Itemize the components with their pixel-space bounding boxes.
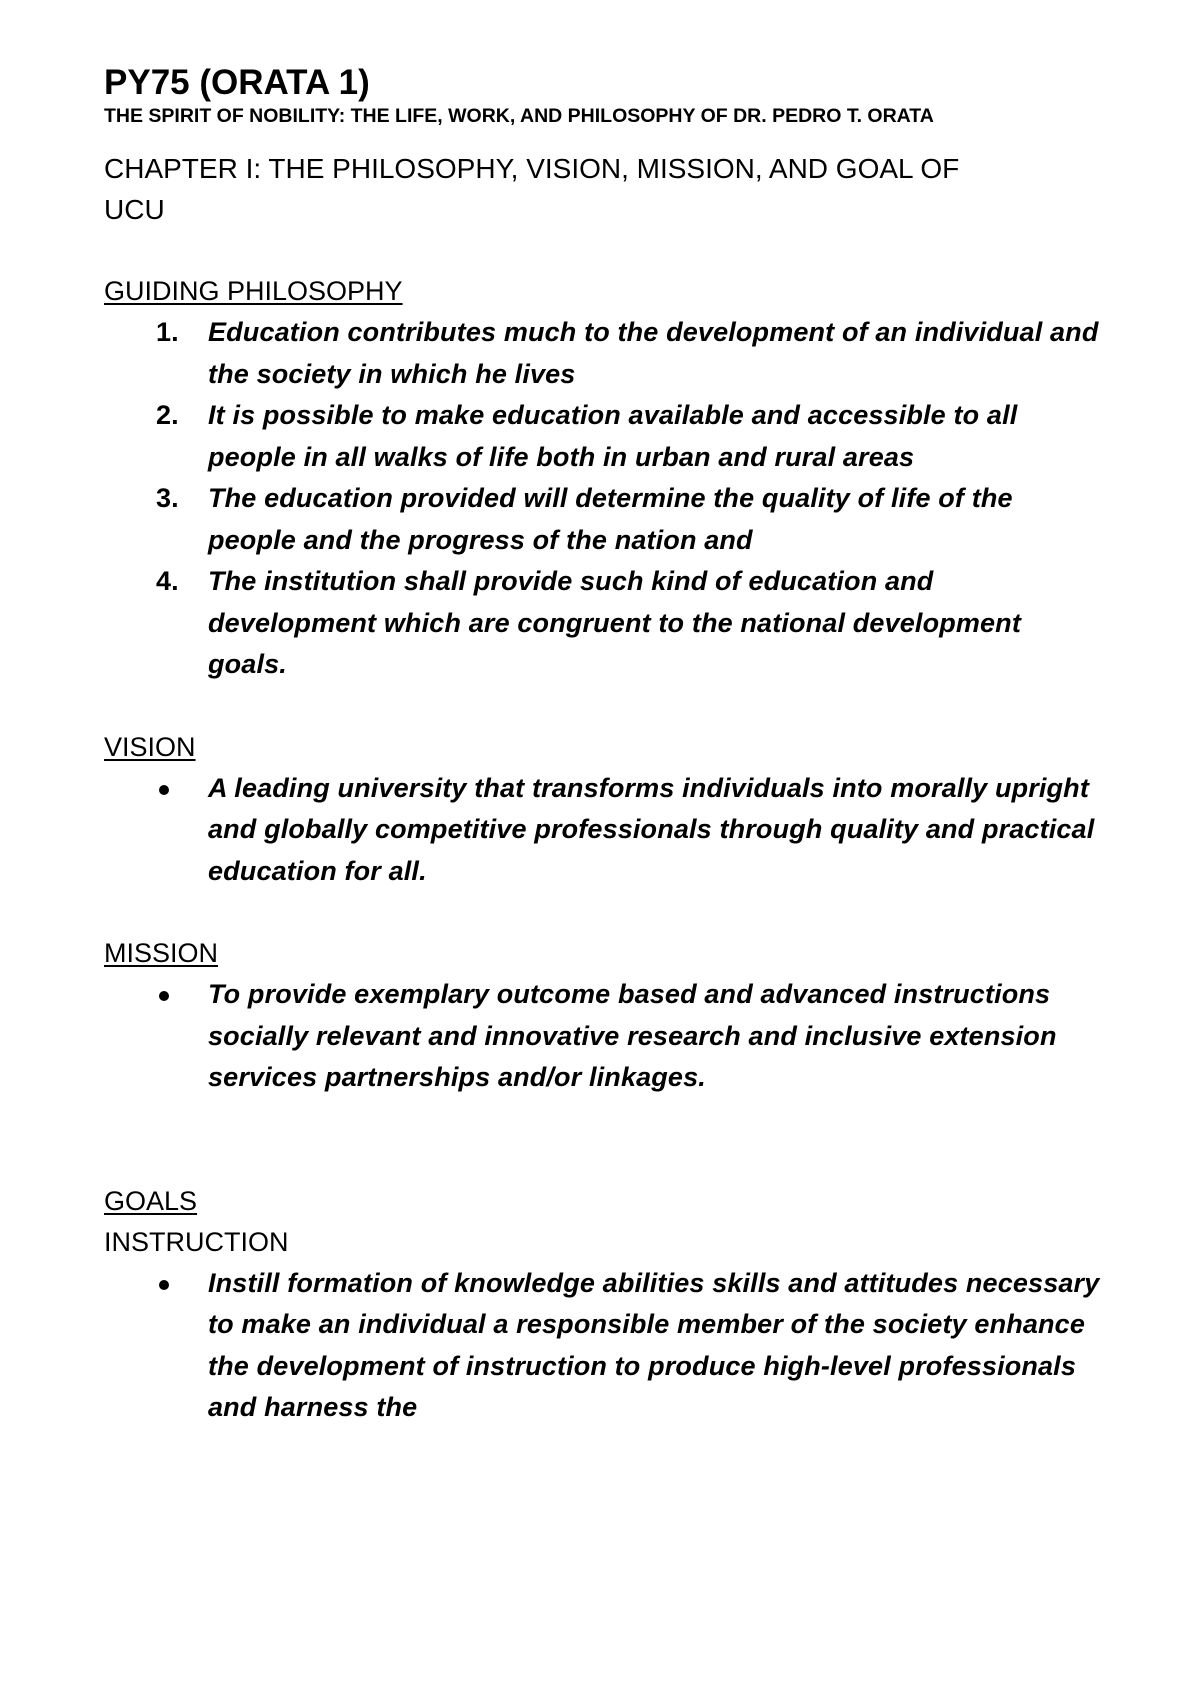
vision-heading: VISION <box>104 731 196 762</box>
spacer <box>104 892 1104 933</box>
list-item-text: Education contributes much to the development of an individual and the society in which he lives <box>208 317 1099 389</box>
list-number: 2. <box>156 400 179 430</box>
vision-section <box>104 727 1104 893</box>
list-item <box>104 395 1104 478</box>
document-page <box>104 62 1104 1429</box>
list-item <box>104 1263 1104 1429</box>
goals-heading: GOALS <box>104 1185 198 1216</box>
list-item-text: The education provided will determine the quality of life of the people and the progress of the nation and <box>208 483 1013 555</box>
list-item-text: To provide exemplary outcome based and advanced instructions socially relevant and innovative research and inclusive extension services partnerships and/or linkages. <box>208 979 1057 1092</box>
list-number: 4. <box>156 566 179 596</box>
list-item-text: The institution shall provide such kind of education and development which are congruent to the national development goals. <box>208 566 1021 679</box>
chapter-title <box>104 148 1104 230</box>
spacer <box>104 230 1104 271</box>
bullet-icon <box>159 991 169 1001</box>
list-item <box>104 478 1104 561</box>
list-item <box>104 312 1104 395</box>
bullet-icon <box>159 1280 169 1290</box>
mission-heading: MISSION <box>104 938 219 968</box>
guiding-philosophy-list <box>104 312 1104 686</box>
goals-section <box>104 1181 1104 1429</box>
instruction-heading: INSTRUCTION <box>104 1226 289 1257</box>
list-item <box>104 974 1104 1099</box>
guiding-philosophy-section <box>104 271 1104 686</box>
chapter-title-line-1: CHAPTER I: THE PHILOSOPHY, VISION, MISSION, AND GOAL OF <box>104 153 960 184</box>
bullet-icon <box>159 785 169 795</box>
list-item-text: A leading university that transforms individuals into morally upright and globally competitive professionals through quality and practical education for all. <box>208 772 1095 886</box>
list-item-text: It is possible to make education available and accessible to all people in all walks of life both in urban and rural areas <box>208 400 1018 472</box>
document-subtitle: THE SPIRIT OF NOBILITY: THE LIFE, WORK, AND PHILOSOPHY OF DR. PEDRO T. ORATA <box>104 105 934 127</box>
list-item-text: Instill formation of knowledge abilities skills and attitudes necessary to make an individual a responsible member of the society enhance the development of instruction to produce high-level professionals and harness the <box>208 1267 1100 1422</box>
mission-list <box>104 974 1104 1099</box>
mission-section <box>104 933 1104 1099</box>
document-title: PY75 (ORATA 1) <box>104 63 370 102</box>
list-item <box>104 768 1104 893</box>
instruction-list <box>104 1263 1104 1429</box>
chapter-title-line-2: UCU <box>104 194 165 225</box>
list-item <box>104 561 1104 686</box>
list-number: 3. <box>156 483 179 513</box>
vision-list <box>104 768 1104 893</box>
list-number: 1. <box>156 317 179 347</box>
guiding-philosophy-heading: GUIDING PHILOSOPHY <box>104 276 403 306</box>
spacer <box>104 686 1104 727</box>
spacer <box>104 1099 1104 1181</box>
